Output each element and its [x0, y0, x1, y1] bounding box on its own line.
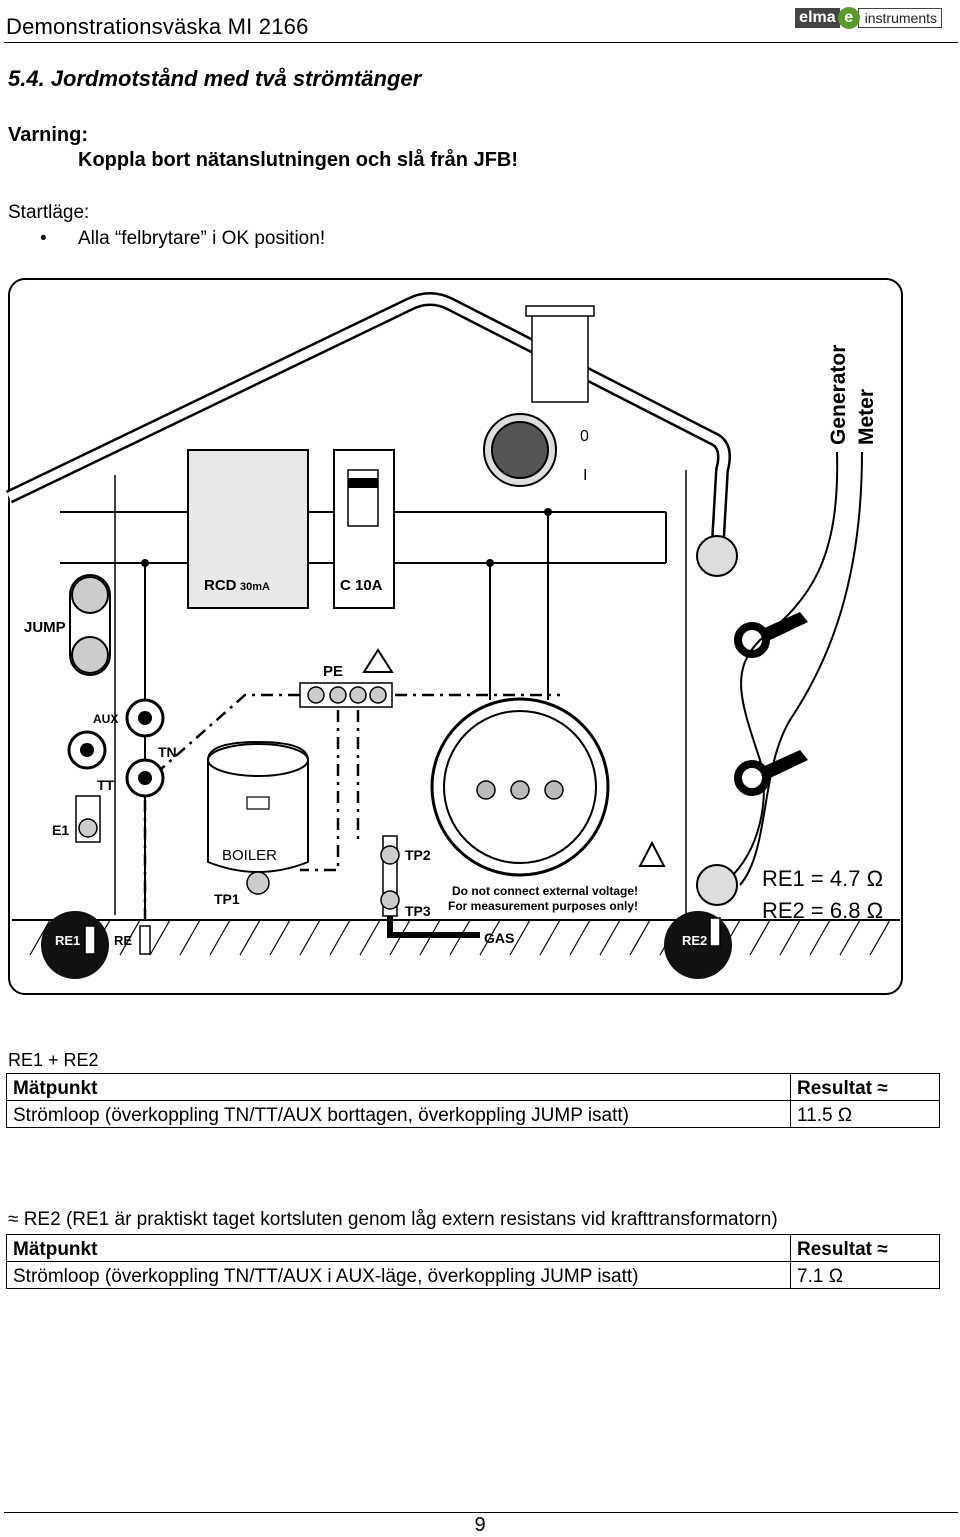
chimney-cap: [526, 306, 594, 316]
boiler-label: BOILER: [222, 847, 278, 864]
tn-terminal-center: [138, 771, 152, 785]
rcd-label: RCD: [204, 577, 237, 594]
breaker-label: C 10A: [340, 577, 383, 594]
jump-terminal-top: [72, 577, 108, 613]
logo-text-instruments: instruments: [858, 8, 942, 28]
resistor-re1-icon: [85, 926, 95, 954]
e1-label: E1: [52, 822, 70, 838]
tp1-label: TP1: [214, 891, 240, 907]
table2-row-left: Strömloop (överkoppling TN/TT/AUX i AUX-läge, överkoppling JUMP isatt): [7, 1262, 791, 1289]
tp3-terminal[interactable]: [381, 891, 399, 909]
meter-label: Meter: [855, 388, 878, 445]
socket-note-1: Do not connect external voltage!: [452, 884, 639, 898]
warning-label: Varning:: [8, 124, 89, 146]
gas-label: GAS: [484, 930, 515, 946]
footer-divider: [4, 1512, 958, 1513]
socket-hole: [477, 781, 495, 799]
tp2-terminal[interactable]: [381, 846, 399, 864]
resistor-re-icon: [140, 926, 150, 954]
table1-header-right: Resultat ≈: [791, 1074, 940, 1101]
results-table-1: [6, 1073, 940, 1128]
logo-text-elma: elma: [795, 8, 839, 28]
table1-header-left: Mätpunkt: [7, 1074, 791, 1101]
boiler-display: [247, 797, 269, 809]
jump-label: JUMP: [24, 619, 66, 636]
results-table-2: [6, 1234, 940, 1289]
rcd-small-label: 30mA: [240, 581, 270, 593]
sum-label: RE1 + RE2: [8, 1050, 99, 1070]
tp1-terminal[interactable]: [247, 872, 269, 894]
re2-value: RE2 = 6.8 Ω: [762, 898, 884, 923]
tt-label: TT: [97, 777, 115, 793]
generator-label: Generator: [827, 344, 850, 445]
breaker-lever: [348, 478, 378, 488]
aux-terminal-center: [138, 711, 152, 725]
bullet-icon: •: [40, 228, 47, 249]
table2-row-right: 7.1 Ω: [791, 1262, 940, 1289]
terminal-top-right: [697, 536, 737, 576]
resistor-re2-icon: [710, 918, 720, 946]
rotary-switch-knob: [492, 422, 548, 478]
warning-text: Koppla bort nätanslutningen och slå från JFB!: [78, 149, 519, 171]
tt-terminal-center: [80, 743, 94, 757]
start-item: Alla “felbrytare” i OK position!: [78, 228, 326, 249]
re1-label: RE1: [55, 933, 81, 948]
pe-screw: [350, 687, 366, 703]
socket-screw: [511, 781, 529, 799]
start-label: Startläge:: [8, 202, 90, 223]
re2-note: ≈ RE2 (RE1 är praktiskt taget kortsluten genom låg extern resistans vid krafttransformatorn): [8, 1209, 778, 1230]
chimney: [532, 312, 588, 402]
re1-value: RE1 = 4.7 Ω: [762, 866, 884, 891]
pe-screw: [330, 687, 346, 703]
header-divider: [4, 42, 958, 43]
table1-row-right: 11.5 Ω: [791, 1101, 940, 1128]
terminal-bottom-right: [697, 865, 737, 905]
earth-resistance-diagram: [0, 270, 960, 1005]
pe-screw: [370, 687, 386, 703]
page-number: 9: [474, 1514, 486, 1536]
tp2-label: TP2: [405, 847, 431, 863]
switch-label-1: I: [583, 467, 588, 484]
aux-label: AUX: [93, 712, 119, 726]
table1-row-left: Strömloop (överkoppling TN/TT/AUX borttagen, överkoppling JUMP isatt): [7, 1101, 791, 1128]
boiler-top: [208, 744, 308, 776]
switch-label-0: 0: [580, 428, 589, 445]
elma-instruments-logo: [795, 6, 942, 30]
pe-label: PE: [323, 663, 344, 680]
e1-terminal[interactable]: [79, 819, 97, 837]
socket-hole: [545, 781, 563, 799]
pe-screw: [308, 687, 324, 703]
socket-note-2: For measurement purposes only!: [448, 899, 639, 913]
section-title: 5.4. Jordmotstånd med två strömtänger: [8, 66, 422, 91]
tp3-label: TP3: [405, 903, 431, 919]
logo-e-icon: e: [838, 7, 860, 29]
document-header-title: Demonstrationsväska MI 2166: [6, 14, 309, 39]
re-label: RE: [114, 933, 133, 948]
table2-header-left: Mätpunkt: [7, 1235, 791, 1262]
jump-terminal-bottom: [72, 637, 108, 673]
tn-label: TN: [158, 744, 177, 760]
table2-header-right: Resultat ≈: [791, 1235, 940, 1262]
re2-label: RE2: [682, 933, 708, 948]
